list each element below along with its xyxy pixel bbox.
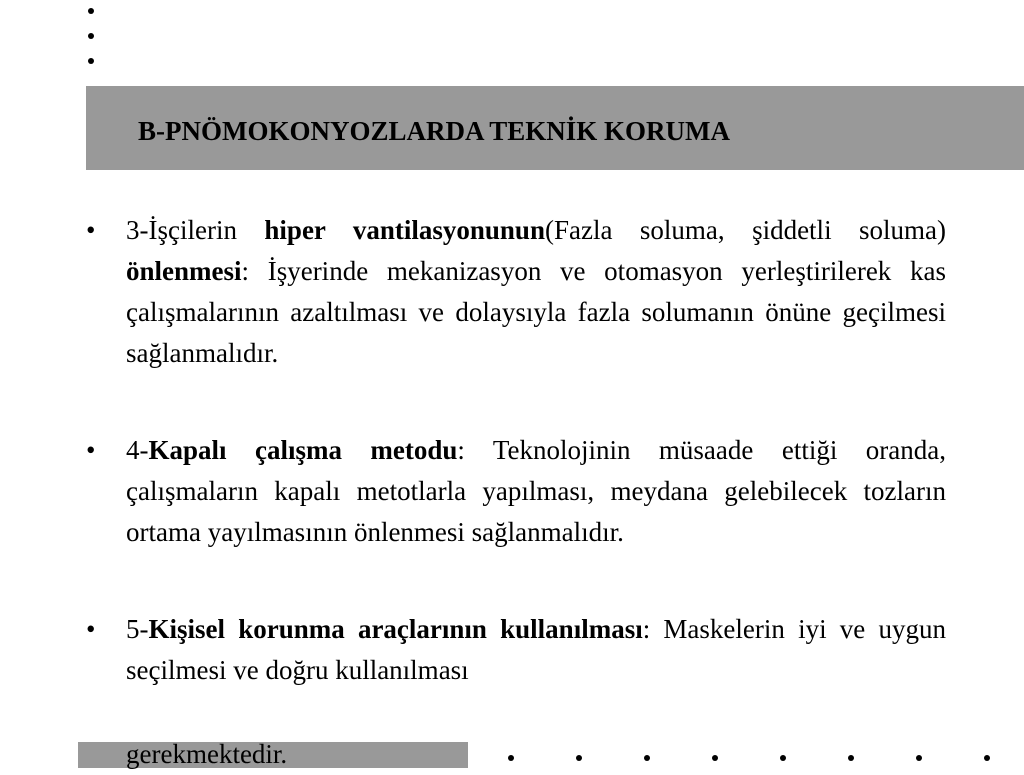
item-prefix: 3-İşçilerin — [126, 215, 265, 245]
decorative-dot — [88, 8, 94, 14]
decorative-dot — [848, 755, 854, 761]
item-bold-term: Kapalı çalışma metodu — [148, 435, 458, 465]
item-description: : İşyerinde mekanizasyon ve otomasyon yerleştirilerek kas çalışmalarının azaltılması ve dolaysıyla fazla solumanın önüne geçilmesi sağlanmalıdır. — [126, 256, 946, 368]
bullet-icon: • — [86, 614, 96, 644]
top-decorative-dots — [88, 8, 98, 83]
bottom-decorative-dots — [508, 755, 1024, 761]
item-prefix: 4- — [126, 435, 149, 465]
decorative-dot — [508, 755, 514, 761]
decorative-dot — [88, 58, 94, 64]
slide-title: B-PNÖMOKONYOZLARDA TEKNİK KORUMA — [138, 116, 731, 146]
title-band — [86, 86, 1024, 170]
item-bold-term: Kişisel korunma araçlarının kullanılması — [148, 614, 643, 644]
decorative-dot — [780, 755, 786, 761]
slide-content — [86, 210, 946, 691]
bullet-item-4 — [86, 430, 946, 553]
bullet-icon: • — [86, 215, 96, 245]
item-description: : Teknolojinin müsaade ettiği oranda, çalışmaların kapalı metotlarla yapılması, meydana gelebilecek tozların ortama yayılmasının önlenmesi sağlanmalıdır. — [126, 435, 946, 547]
decorative-dot — [916, 755, 922, 761]
bullet-item-5 — [86, 609, 946, 691]
item-parenthetical: (Fazla soluma, şiddetli soluma) — [544, 215, 946, 245]
bullet-icon: • — [86, 435, 96, 465]
bullet-item-3 — [86, 210, 946, 374]
item-description: : Maskelerin iyi ve uygun seçilmesi ve doğru kullanılması — [126, 614, 946, 685]
item-overflow-text: gerekmektedir. — [126, 739, 288, 769]
decorative-dot — [644, 755, 650, 761]
item-bold-term: hiper vantilasyonunun — [264, 215, 545, 245]
item-bold-term-2: önlenmesi — [126, 256, 242, 286]
decorative-dot — [984, 755, 990, 761]
decorative-dot — [576, 755, 582, 761]
decorative-dot — [712, 755, 718, 761]
decorative-dot — [88, 33, 94, 39]
item-prefix: 5- — [126, 614, 149, 644]
